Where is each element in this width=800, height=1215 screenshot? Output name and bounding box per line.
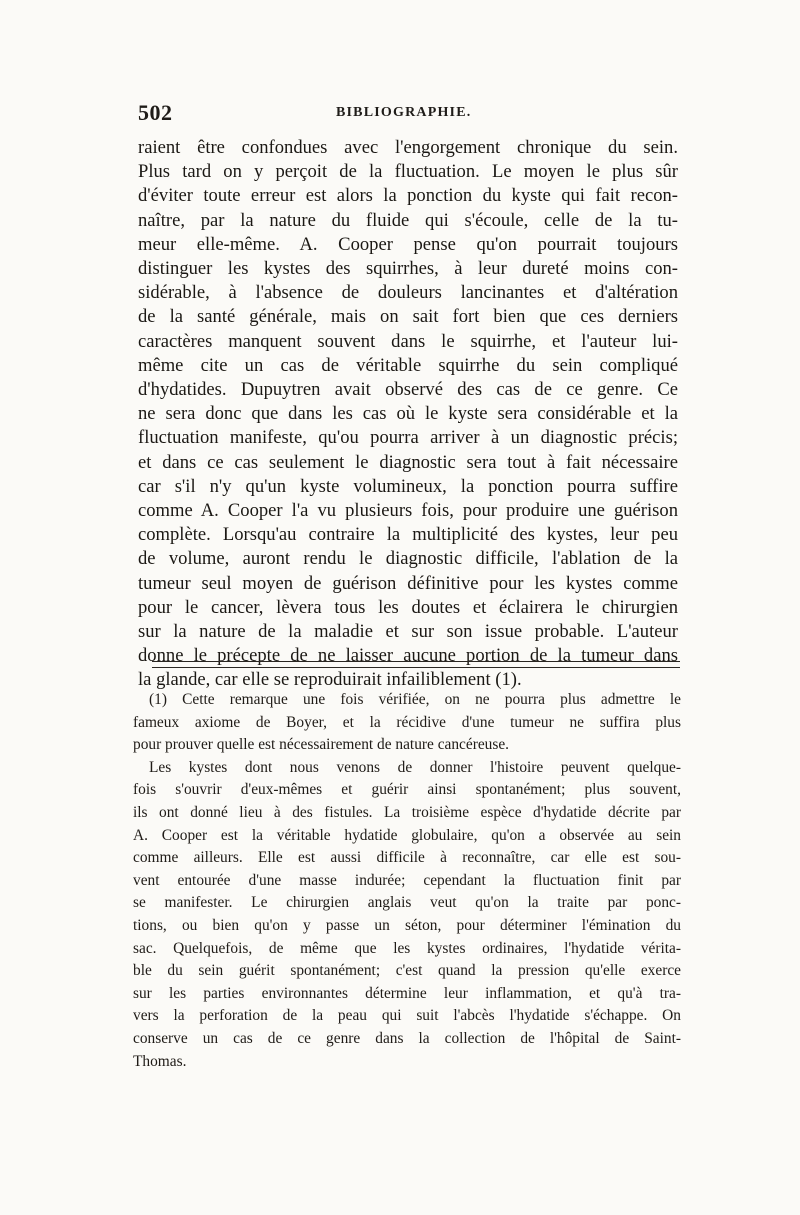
text-line: sur la nature de la maladie et sur son issue probable. L'auteur	[138, 621, 678, 643]
text-line: se manifester. Le chirurgien anglais veut qu'on la traite par ponc-	[133, 894, 681, 912]
running-title: BIBLIOGRAPHIE.	[336, 105, 472, 120]
running-head	[138, 100, 674, 130]
text-line: raient être confondues avec l'engorgement chronique du sein.	[138, 137, 678, 158]
footnote-divider-thick	[152, 661, 680, 662]
text-line: d'éviter toute erreur est alors la ponction du kyste qui fait recon-	[138, 185, 678, 207]
text-line: pour le cancer, lèvera tous les doutes et éclairera le chirurgien	[138, 596, 678, 618]
footnote-paragraph-2	[133, 757, 681, 1073]
text-line: complète. Lorsqu'au contraire la multiplicité des kystes, leur peu	[138, 524, 678, 546]
page-number: 502	[138, 100, 173, 125]
text-line: naître, par la nature du fluide qui s'écoule, celle de la tu-	[138, 209, 678, 231]
text-line: de la santé générale, mais on sait fort bien que ces derniers	[138, 306, 678, 328]
text-line: tumeur seul moyen de guérison définitive pour les kystes comme	[138, 572, 678, 594]
text-line: donne le précepte de ne laisser aucune portion de la tumeur dans	[138, 645, 678, 667]
footnote-divider-thin	[152, 667, 680, 668]
text-line: comme A. Cooper l'a vu plusieurs fois, pour produire une guérison	[138, 500, 678, 522]
text-line: distinguer les kystes des squirrhes, à leur dureté moins con-	[138, 258, 678, 280]
text-line: ne sera donc que dans les cas où le kyste sera considérable et la	[138, 403, 678, 425]
text-line: pour prouver quelle est nécessairement de nature cancéreuse.	[133, 736, 510, 754]
text-line: (1) Cette remarque une fois vérifiée, on ne pourra plus admettre le	[149, 691, 681, 708]
text-line: Plus tard on y perçoit de la fluctuation. Le moyen le plus sûr	[138, 161, 678, 183]
text-line: fluctuation manifeste, qu'ou pourra arriver à un diagnostic précis;	[138, 427, 678, 449]
text-line: fois s'ouvrir d'eux-mêmes et guérir ainsi spontanément; plus souvent,	[133, 781, 681, 799]
text-line: vers la perforation de la peau qui suit l'abcès l'hydatide s'échappe. On	[133, 1007, 681, 1025]
footnote-block	[133, 689, 681, 1073]
footnote-paragraph-1	[133, 689, 681, 757]
text-line: tions, ou bien qu'on y passe un séton, pour déterminer l'émination du	[133, 916, 681, 934]
text-line: d'hydatides. Dupuytren avait observé des cas de ce genre. Ce	[138, 379, 678, 401]
text-line: sac. Quelquefois, de même que les kystes ordinaires, l'hydatide vérita-	[133, 939, 681, 957]
main-body-text	[138, 136, 678, 693]
text-line: comme ailleurs. Elle est aussi difficile à reconnaître, car elle est sou-	[133, 849, 681, 867]
text-line: vent entourée d'une masse indurée; cependant la fluctuation finit par	[133, 871, 681, 889]
text-line: même cite un cas de véritable squirrhe du sein compliqué	[138, 354, 678, 376]
text-line: fameux axiome de Boyer, et la récidive d'une tumeur ne suffira plus	[133, 713, 681, 731]
text-line: la glande, car elle se reproduirait infailiblement (1).	[138, 669, 522, 691]
text-line: sidérable, à l'absence de douleurs lancinantes et d'altération	[138, 282, 678, 304]
text-line: Thomas.	[133, 1052, 187, 1070]
text-line: et dans ce cas seulement le diagnostic sera tout à fait nécessaire	[138, 451, 678, 473]
text-line: meur elle-même. A. Cooper pense qu'on pourrait toujours	[138, 233, 678, 255]
text-line: sur les parties environnantes détermine leur inflammation, et qu'à tra-	[133, 984, 681, 1002]
text-line: ble du sein guérit spontanément; c'est quand la pression qu'elle exerce	[133, 962, 681, 980]
text-line: de volume, auront rendu le diagnostic difficile, l'ablation de la	[138, 548, 678, 570]
text-line: caractères manquent souvent dans le squirrhe, et l'auteur lui-	[138, 330, 678, 352]
text-line: Les kystes dont nous venons de donner l'histoire peuvent quelque-	[149, 758, 681, 776]
text-line: ils ont donné lieu à des fistules. La troisième espèce d'hydatide décrite par	[133, 803, 681, 821]
text-line: A. Cooper est la véritable hydatide globulaire, qu'on a observée au sein	[133, 826, 681, 844]
text-line: car s'il n'y qu'un kyste volumineux, la ponction pourra suffire	[138, 475, 678, 497]
text-line: conserve un cas de ce genre dans la collection de l'hôpital de Saint-	[133, 1029, 681, 1047]
